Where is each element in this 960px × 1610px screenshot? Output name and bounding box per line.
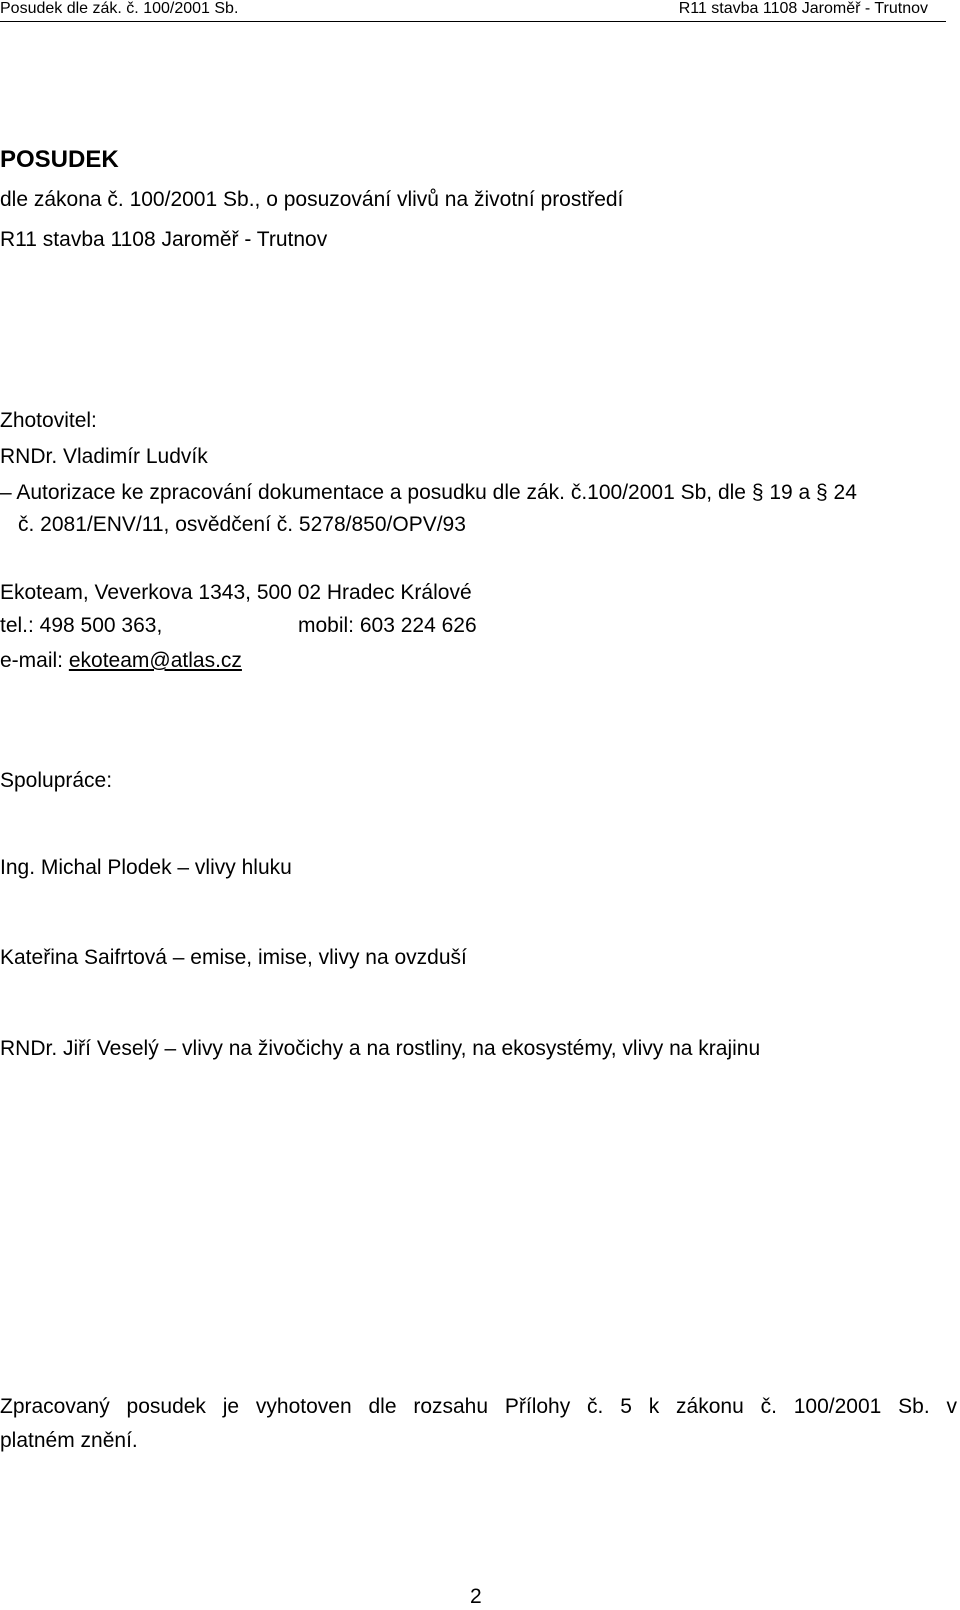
law-reference: dle zákona č. 100/2001 Sb., o posuzování vlivů na životní prostředí <box>0 188 624 211</box>
authorization-line-2: č. 2081/ENV/11, osvědčení č. 5278/850/OPV/93 <box>18 513 466 536</box>
authorization-line-1: – Autorizace ke zpracování dokumentace a posudku dle zák. č.100/2001 Sb, dle § 19 a § 24 <box>0 481 857 504</box>
header-divider <box>0 21 946 22</box>
email-link[interactable]: ekoteam@atlas.cz <box>68 649 242 672</box>
cooperation-label: Spolupráce: <box>0 769 113 792</box>
contractor-address: Ekoteam, Veverkova 1343, 500 02 Hradec Králové <box>0 581 472 604</box>
contractor-label: Zhotovitel: <box>0 409 97 432</box>
closing-statement-line-2: platném znění. <box>0 1429 138 1452</box>
closing-statement-line-1: Zpracovaný posudek je vyhotoven dle rozsahu Přílohy č. 5 k zákonu č. 100/2001 Sb. v <box>0 1395 957 1418</box>
header-right: R11 stavba 1108 Jaroměř - Trutnov <box>678 0 928 17</box>
header-left: Posudek dle zák. č. 100/2001 Sb. <box>0 0 239 17</box>
cooperation-member: RNDr. Jiří Veselý – vlivy na živočichy a na rostliny, na ekosystémy, vlivy na krajinu <box>0 1037 761 1060</box>
contractor-mobile: mobil: 603 224 626 <box>298 614 477 637</box>
contractor-name: RNDr. Vladimír Ludvík <box>0 445 208 468</box>
contractor-email-row <box>0 648 242 674</box>
document-heading: POSUDEK <box>0 146 119 173</box>
page-number: 2 <box>470 1585 482 1608</box>
contractor-tel: tel.: 498 500 363, <box>0 614 163 637</box>
email-label: e-mail: <box>0 649 69 672</box>
cooperation-member: Ing. Michal Plodek – vlivy hluku <box>0 856 292 879</box>
project-name: R11 stavba 1108 Jaroměř - Trutnov <box>0 228 328 251</box>
cooperation-member: Kateřina Saifrtová – emise, imise, vlivy na ovzduší <box>0 946 467 969</box>
